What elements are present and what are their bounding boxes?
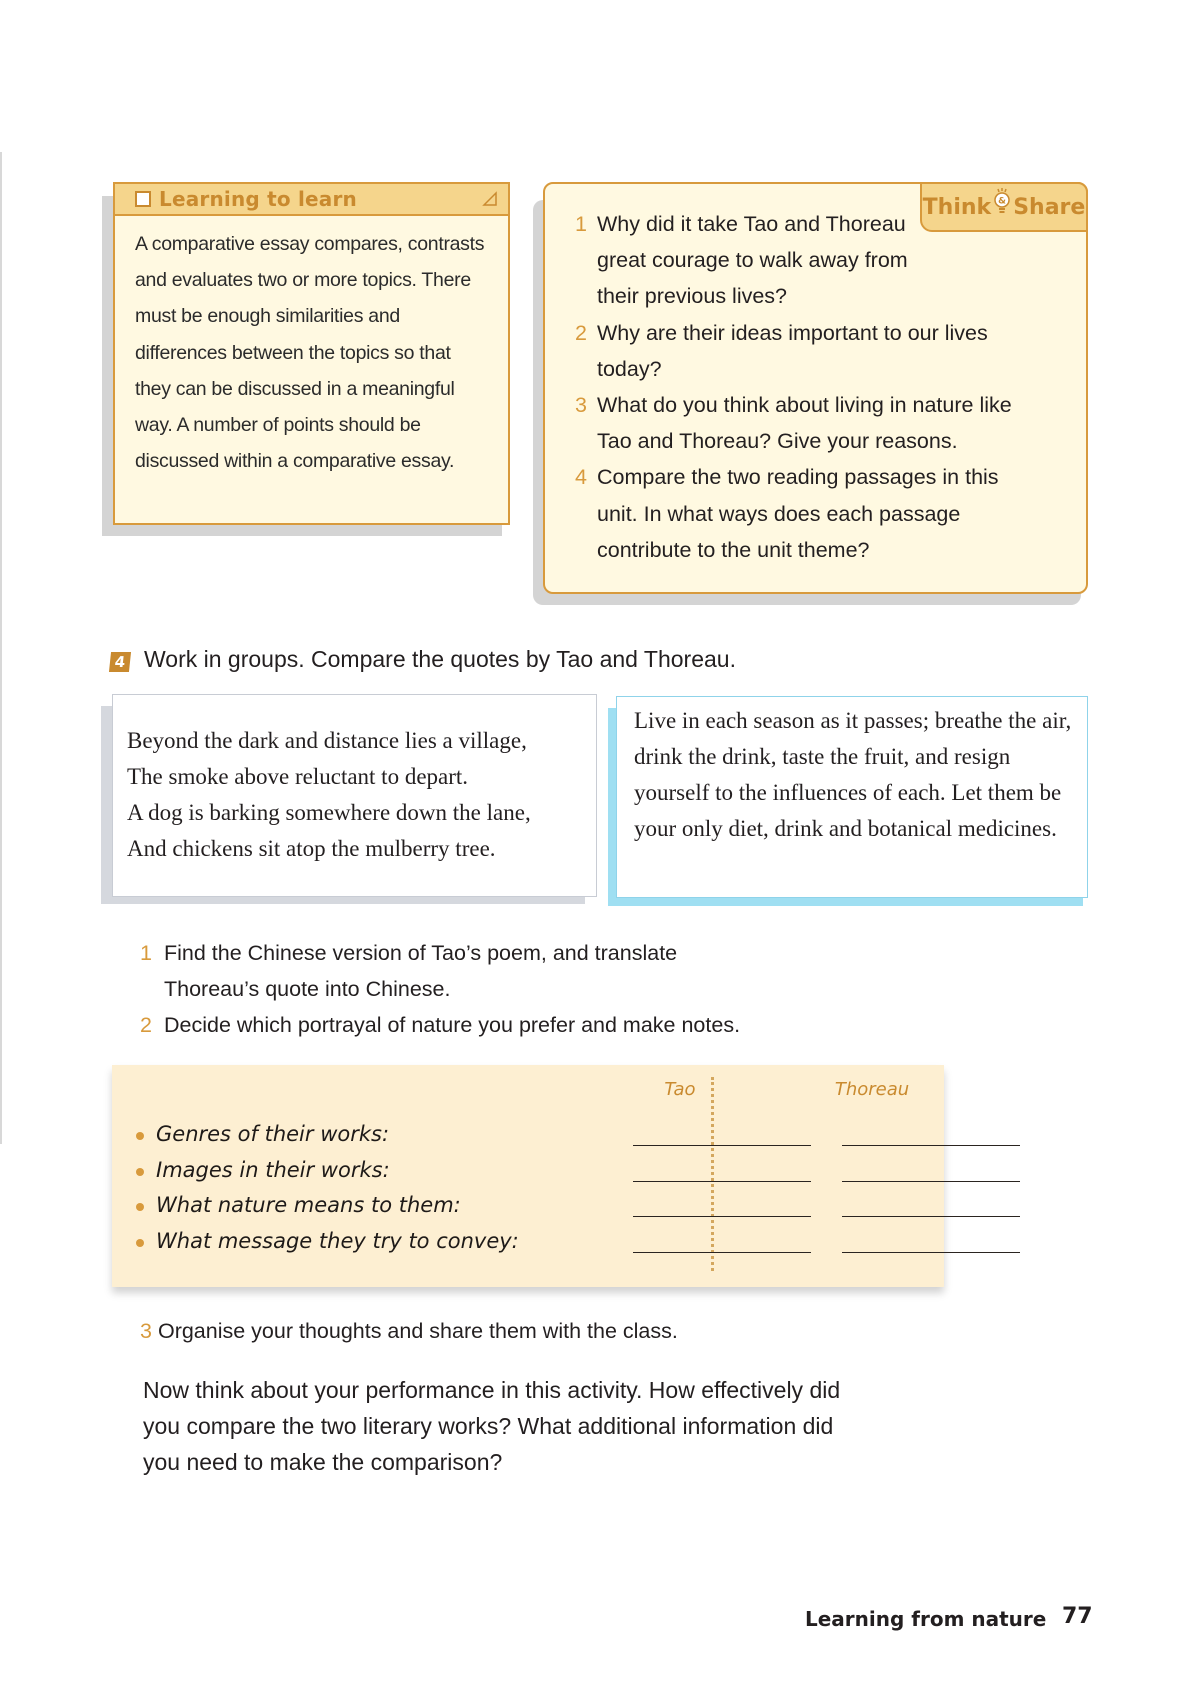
poem-line: Beyond the dark and distance lies a village, [127, 728, 527, 753]
notes-row [136, 1118, 936, 1154]
question-number: 4 [575, 465, 587, 490]
notes-row-label: Genres of their works: [156, 1122, 390, 1146]
poem-line: The smoke above reluctant to depart. [127, 764, 469, 789]
notes-row [136, 1225, 936, 1261]
question-text: Why are their ideas important to our lives today? [597, 320, 988, 381]
footer-unit-title: Learning from nature [805, 1607, 1047, 1631]
bullet-icon [136, 1132, 144, 1140]
bullet-icon [136, 1239, 144, 1247]
checkbox-icon [135, 191, 151, 207]
learning-box-title: Learning to learn [159, 187, 357, 211]
think-share-box [543, 182, 1088, 594]
tao-answer-line[interactable] [633, 1252, 811, 1253]
tao-poem [127, 723, 531, 867]
task-text: Find the Chinese version of Tao’s poem, and translate Thoreau’s quote into Chinese. [164, 941, 678, 1001]
question-item [575, 206, 1035, 315]
task-number: 1 [140, 941, 152, 965]
learning-box-text: A comparative essay compares, contrasts and evaluates two or more topics. There must be enough similarities and differences between the topics so that they can be discussed in a meaningful way. A number of points should be discussed within a comparative essay. [135, 233, 485, 473]
bullet-icon [136, 1203, 144, 1211]
section-number-badge: 4 [109, 652, 131, 672]
task-item-3 [140, 1313, 678, 1349]
notes-row [136, 1189, 936, 1225]
task-item [140, 1007, 900, 1043]
think-share-questions [575, 206, 1035, 568]
question-text: Why did it take Tao and Thoreau great courage to walk away from their previous lives? [597, 212, 908, 309]
notes-row [136, 1154, 936, 1190]
task-text: Organise your thoughts and share them with the class. [157, 1319, 678, 1343]
thoreau-answer-line[interactable] [842, 1181, 1020, 1182]
tao-quote-box [112, 694, 597, 897]
section-title: Work in groups. Compare the quotes by Tao and Thoreau. [144, 646, 736, 672]
question-text: Compare the two reading passages in this unit. In what ways does each passage contribute to the unit theme? [597, 465, 999, 562]
thoreau-quote-box [616, 696, 1088, 898]
task-text: Decide which portrayal of nature you prefer and make notes. [164, 1013, 741, 1037]
thoreau-answer-line[interactable] [842, 1216, 1020, 1217]
page-edge-line [0, 152, 2, 1144]
column-header-tao: Tao [664, 1079, 696, 1100]
learning-box-header [115, 184, 508, 216]
column-header-thoreau: Thoreau [834, 1079, 910, 1100]
notes-row-label: What nature means to them: [156, 1193, 461, 1217]
tao-answer-line[interactable] [633, 1145, 811, 1146]
notes-row-label: What message they try to convey: [156, 1229, 519, 1253]
share-label: Share [1013, 194, 1086, 220]
corner-triangle-icon [482, 191, 498, 207]
question-item [575, 387, 1035, 459]
task-item [140, 935, 900, 1007]
notes-table [112, 1065, 944, 1287]
thoreau-answer-line[interactable] [842, 1145, 1020, 1146]
ampersand-text: & [998, 196, 1007, 207]
task-number: 3 [140, 1319, 152, 1343]
notes-row-label: Images in their works: [156, 1158, 390, 1182]
thoreau-quote: Live in each season as it passes; breathe the air, drink the drink, taste the fruit, and resign yourself to the influences of each. Let them be your only diet, drink and botanical medicines. [634, 708, 1072, 841]
question-number: 2 [575, 320, 587, 345]
poem-line: A dog is barking somewhere down the lane, [127, 800, 531, 825]
page-number: 77 [1062, 1604, 1093, 1629]
task-number: 2 [140, 1013, 152, 1037]
thoreau-answer-line[interactable] [842, 1252, 1020, 1253]
bullet-icon [136, 1168, 144, 1176]
learning-to-learn-box [113, 182, 510, 525]
question-number: 3 [575, 393, 587, 418]
tao-answer-line[interactable] [633, 1216, 811, 1217]
reflection-prompt: Now think about your performance in this activity. How effectively did you compare the two literary works? What additional information did you need to make the comparison? [143, 1377, 841, 1475]
poem-line: And chickens sit atop the mulberry tree. [127, 836, 496, 861]
question-number: 1 [575, 212, 587, 236]
question-text: What do you think about living in nature like Tao and Thoreau? Give your reasons. [597, 393, 1012, 454]
question-item [575, 315, 1035, 387]
question-item [575, 459, 1035, 568]
tao-answer-line[interactable] [633, 1181, 811, 1182]
think-label: Think [922, 194, 992, 220]
task-list [140, 935, 900, 1043]
